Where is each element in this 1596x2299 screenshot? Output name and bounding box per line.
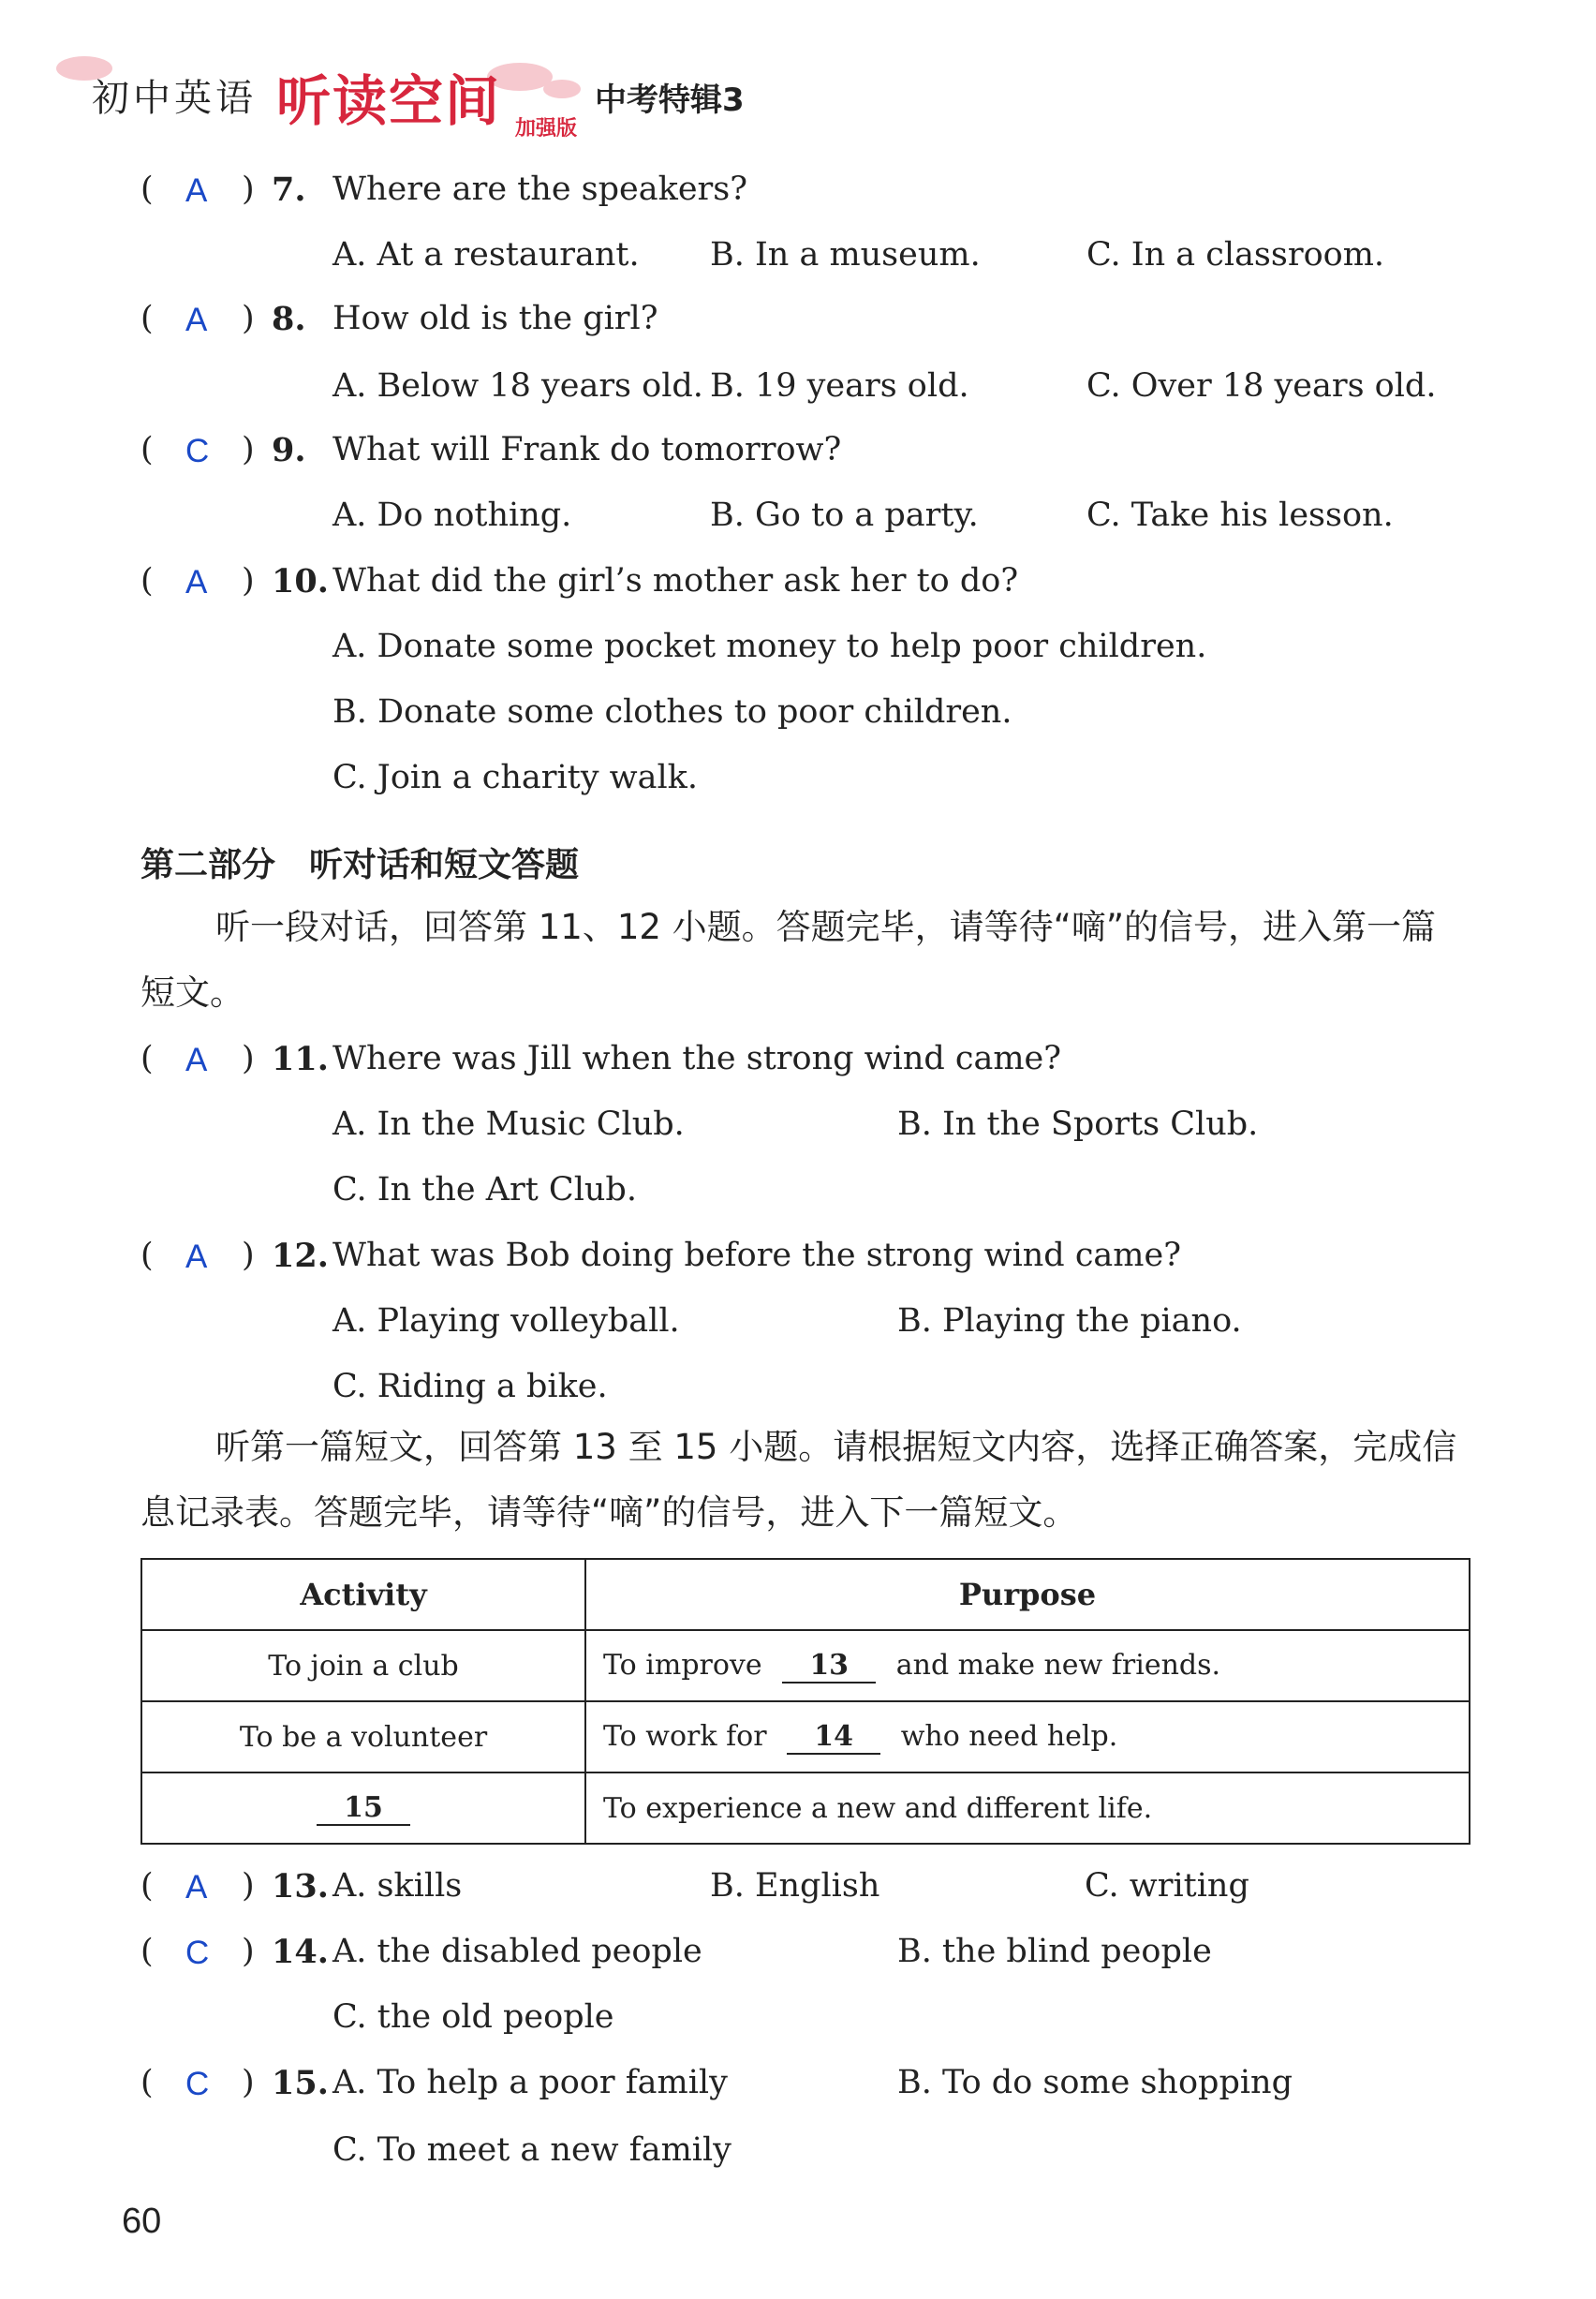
section-title: 第二部分 听对话和短文答题 <box>140 846 580 884</box>
question-11: ( A ) 11. Where was Jill when the strong wind came? <box>140 1040 1062 1078</box>
option-a: A. skills <box>332 1867 463 1905</box>
question-12: ( A ) 12. What was Bob doing before the strong wind came? <box>140 1237 1181 1275</box>
page-number: 60 <box>122 2202 162 2241</box>
purpose-text: who need help. <box>900 1719 1118 1753</box>
purpose-cell: To experience a new and different life. <box>585 1772 1470 1844</box>
option-c: C. In a classroom. <box>1086 236 1385 274</box>
option-a: A. In the Music Club. <box>332 1105 685 1143</box>
answer-mark: A <box>185 172 208 209</box>
answer-mark: A <box>185 564 208 601</box>
info-record-table <box>140 1558 1470 1845</box>
question-stem: What did the girl’s mother ask her to do? <box>332 562 1019 600</box>
brand-edition: 加强版 <box>515 117 578 141</box>
cloud-decoration <box>543 80 581 98</box>
question-9: ( C ) 9. What will Frank do tomorrow? <box>140 431 842 469</box>
answer-mark: C <box>185 1935 210 1971</box>
purpose-text: To work for <box>603 1719 767 1753</box>
answer-mark: C <box>185 433 210 469</box>
question-number: 13. <box>272 1867 329 1906</box>
option-c: C. Riding a bike. <box>332 1368 608 1405</box>
question-13: ( A ) 13. <box>140 1867 329 1906</box>
option-b: B. 19 years old. <box>710 367 969 405</box>
series-title: 中考特辑3 <box>595 82 745 119</box>
question-stem: What was Bob doing before the strong wind came? <box>332 1237 1181 1274</box>
question-number: 8. <box>272 300 306 338</box>
answer-mark: C <box>185 2066 210 2102</box>
purpose-cell <box>585 1701 1470 1772</box>
question-8: ( A ) 8. How old is the girl? <box>140 300 658 338</box>
question-14: ( C ) 14. <box>140 1933 329 1971</box>
option-a: A. Donate some pocket money to help poor children. <box>332 628 1207 665</box>
question-number: 10. <box>272 562 329 601</box>
option-b: B. In the Sports Club. <box>897 1105 1259 1143</box>
purpose-text: and make new friends. <box>895 1648 1221 1682</box>
brand-logo-title: 听读空间 <box>276 69 502 133</box>
option-c: C. To meet a new family <box>332 2131 732 2169</box>
table-row <box>141 1701 1470 1772</box>
activity-cell <box>141 1772 585 1844</box>
column-header-purpose: Purpose <box>585 1559 1470 1630</box>
answer-mark: A <box>185 1238 208 1275</box>
question-10: ( A ) 10. What did the girl’s mother ask her to do? <box>140 562 1019 601</box>
fill-blank: 15 <box>317 1791 410 1826</box>
option-c: C. writing <box>1085 1867 1249 1905</box>
question-number: 15. <box>272 2064 329 2102</box>
option-b: B. Donate some clothes to poor children. <box>332 693 1012 731</box>
purpose-cell <box>585 1630 1470 1701</box>
question-number: 7. <box>272 171 306 209</box>
option-a: A. Below 18 years old. <box>332 367 703 405</box>
question-stem: What will Frank do tomorrow? <box>332 431 842 468</box>
option-b: B. To do some shopping <box>897 2064 1293 2101</box>
question-7: ( A ) 7. Where are the speakers? <box>140 171 748 209</box>
option-b: B. Go to a party. <box>710 497 979 534</box>
option-c: C. the old people <box>332 1998 614 2036</box>
question-number: 9. <box>272 431 306 469</box>
question-number: 11. <box>272 1040 329 1078</box>
answer-mark: A <box>185 302 208 338</box>
question-15: ( C ) 15. <box>140 2064 329 2102</box>
activity-cell: To be a volunteer <box>141 1701 585 1772</box>
option-c: C. In the Art Club. <box>332 1171 637 1209</box>
purpose-text: To improve <box>603 1648 762 1682</box>
option-b: B. In a museum. <box>710 236 981 274</box>
option-c: C. Take his lesson. <box>1086 497 1394 534</box>
fill-blank: 13 <box>782 1649 876 1683</box>
option-b: B. the blind people <box>897 1933 1212 1970</box>
activity-cell: To join a club <box>141 1630 585 1701</box>
table-header-row <box>141 1559 1470 1630</box>
table-row <box>141 1630 1470 1701</box>
question-stem: How old is the girl? <box>332 300 658 337</box>
page-header <box>84 52 927 155</box>
option-a: A. At a restaurant. <box>332 236 640 274</box>
question-stem: Where was Jill when the strong wind came? <box>332 1040 1062 1077</box>
option-a: A. To help a poor family <box>332 2064 728 2101</box>
table-row <box>141 1772 1470 1844</box>
instruction-paragraph: 听一段对话，回答第 11、12 小题。答题完毕，请等待“嘀”的信号，进入第一篇短文。 <box>140 907 1437 1013</box>
question-number: 14. <box>272 1933 329 1971</box>
option-b: B. Playing the piano. <box>897 1302 1242 1340</box>
option-b: B. English <box>710 1867 880 1905</box>
option-a: A. the disabled people <box>332 1933 702 1970</box>
column-header-activity: Activity <box>141 1559 585 1630</box>
answer-mark: A <box>185 1869 208 1906</box>
instruction-paragraph: 听第一篇短文，回答第 13 至 15 小题。请根据短文内容，选择正确答案，完成信息记录表。答题完毕，请等待“嘀”的信号，进入下一篇短文。 <box>140 1427 1457 1533</box>
option-a: A. Playing volleyball. <box>332 1302 680 1340</box>
option-c: C. Join a charity walk. <box>332 759 698 796</box>
option-c: C. Over 18 years old. <box>1086 367 1437 405</box>
answer-mark: A <box>185 1042 208 1078</box>
fill-blank: 14 <box>787 1720 880 1755</box>
question-stem: Where are the speakers? <box>332 171 748 208</box>
brand-small-title: 初中英语 <box>92 77 257 120</box>
option-a: A. Do nothing. <box>332 497 572 534</box>
question-number: 12. <box>272 1237 329 1275</box>
